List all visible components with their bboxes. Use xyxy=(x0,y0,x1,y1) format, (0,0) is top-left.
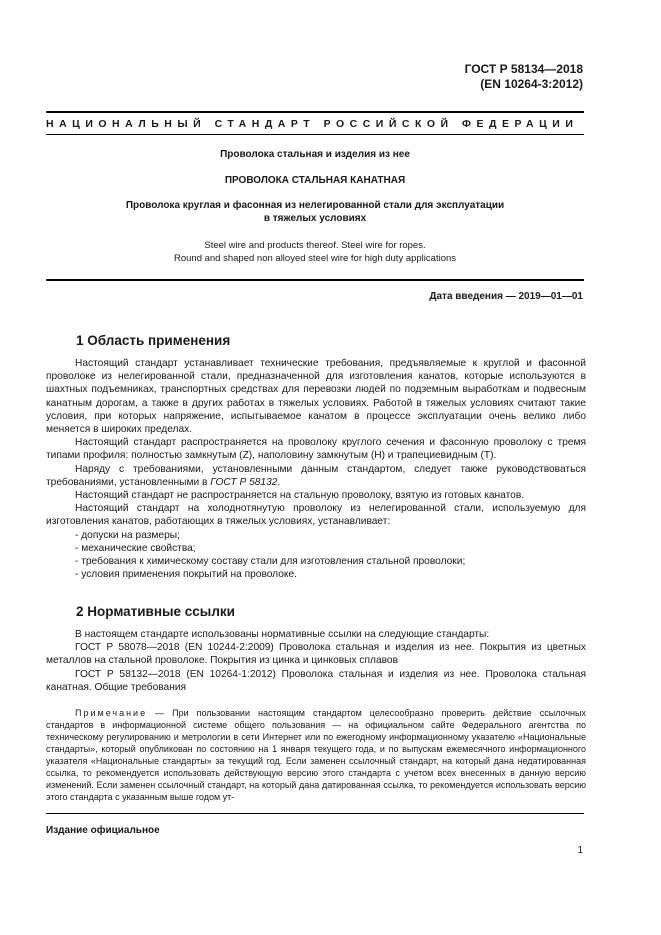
gost-code: ГОСТ Р 58134—2018 xyxy=(464,62,583,76)
paragraph-text: Наряду с требованиями, установленными данным стандартом, следует также руководствоваться требованиями, установленными в xyxy=(46,463,586,488)
section-1-body xyxy=(46,357,586,581)
english-title-line-1: Steel wire and products thereof. Steel wire for ropes. xyxy=(204,240,426,251)
section-1-paragraph: Настоящий стандарт устанавливает технические требования, предъявляемые к круглой и фасонной проволоке из нелегированной стали, предназначенной для изготовления канатов, которые используются в шахтных подъемниках, транспортных средствах для перевозки людей по подземным выработкам и подвесным канатным дорогам, а также в других работах в тяжелых условиях. Работой в тяжелых условиях считают такие условия, при которых напряжение, испытываемое канатом в процессе эксплуатации очень велико либо меняется в широких пределах. xyxy=(46,358,586,436)
subtitle-line-2: в тяжелых условиях xyxy=(263,213,367,224)
standard-reference: ГОСТ Р 58132 xyxy=(210,476,278,488)
series-title: Проволока стальная и изделия из нее xyxy=(220,149,410,160)
section-1-paragraph: Настоящий стандарт на холоднотянутую проволоку из нелегированной стали, используемую для изготовления канатов, работающих в тяжелых условиях, устанавливает: xyxy=(46,503,586,528)
section-1-heading: 1 Область применения xyxy=(76,333,231,348)
banner-rule xyxy=(46,134,584,135)
main-title: ПРОВОЛОКА СТАЛЬНАЯ КАНАТНАЯ xyxy=(224,175,406,186)
national-standard-banner: НАЦИОНАЛЬНЫЙ СТАНДАРТ РОССИЙСКОЙ ФЕДЕРАЦИИ xyxy=(46,118,579,130)
section-1-paragraph xyxy=(46,463,586,489)
note xyxy=(46,707,586,803)
edition-label: Издание официальное xyxy=(46,825,160,836)
subtitle xyxy=(46,199,584,225)
list-item: - механические свойства; xyxy=(75,542,196,554)
paragraph-end: . xyxy=(277,476,281,488)
note-text: — При пользовании настоящим стандартом целесообразно проверить действие ссылочных стандартов в информационной системе общего пользования — на официальном сайте Федерального агентства по техническому регулированию и метрологии в сети Интернет или по ежегодному информационному указателю «Национальные стандарты», который опубликован по состоянию на 1 января текущего года, и по выпускам ежемесячного информационного указателя «Национальные стандарты» за текущий год. Если заменен ссылочный стандарт, на который дана недатированная ссылка, то рекомендуется использовать действующую версию этого стандарта с учетом всех внесенных в данную версию изменений. Если заменен ссылочный стандарт, на который дана датированная ссылка, то рекомендуется использовать версию этого стандарта с указанным выше годом ут- xyxy=(46,708,586,802)
section-2-body xyxy=(46,628,586,694)
footer-rule xyxy=(46,813,584,814)
title-rule xyxy=(46,279,584,281)
note-label: Примечание xyxy=(75,708,148,718)
page-number: 1 xyxy=(577,845,583,856)
section-2-paragraph: ГОСТ Р 58132—2018 (EN 10264-1:2012) Проволока стальная и изделия из нее. Проволока стальная канатная. Общие требования xyxy=(46,668,586,693)
list-item: - допуски на размеры; xyxy=(75,529,180,541)
section-2-paragraph: В настоящем стандарте использованы нормативные ссылки на следующие стандарты: xyxy=(75,629,490,640)
note-paragraph xyxy=(46,707,586,803)
document-code xyxy=(465,62,583,92)
section-1-paragraph: Настоящий стандарт не распространяется на стальную проволоку, взятую из готовых канатов. xyxy=(75,490,525,502)
list-item: - условия применения покрытий на проволоке. xyxy=(75,569,297,581)
section-2-paragraph: ГОСТ Р 58078—2018 (EN 10244-2:2009) Проволока стальная и изделия из нее. Покрытия из цветных металлов на стальной проволоке. Покрытия из цинка и цинковых сплавов xyxy=(46,642,586,667)
english-title xyxy=(46,239,584,265)
subtitle-line-1: Проволока круглая и фасонная из нелегированной стали для эксплуатации xyxy=(125,200,505,211)
english-title-line-2: Round and shaped non alloyed steel wire for high duty applications xyxy=(173,253,457,264)
top-rule xyxy=(46,111,584,113)
en-code: (EN 10264-3:2012) xyxy=(480,77,583,91)
intro-date: Дата введения — 2019—01—01 xyxy=(429,291,583,302)
section-2-heading: 2 Нормативные ссылки xyxy=(76,604,235,619)
list-item: - требования к химическому составу стали для изготовления стальной проволоки; xyxy=(75,556,466,568)
section-1-paragraph: Настоящий стандарт распространяется на проволоку круглого сечения и фасонную проволоку с тремя типами профиля: полностью замкнутым (Z), наполовину замкнутым (H) и трапециевидным (T). xyxy=(46,437,586,462)
